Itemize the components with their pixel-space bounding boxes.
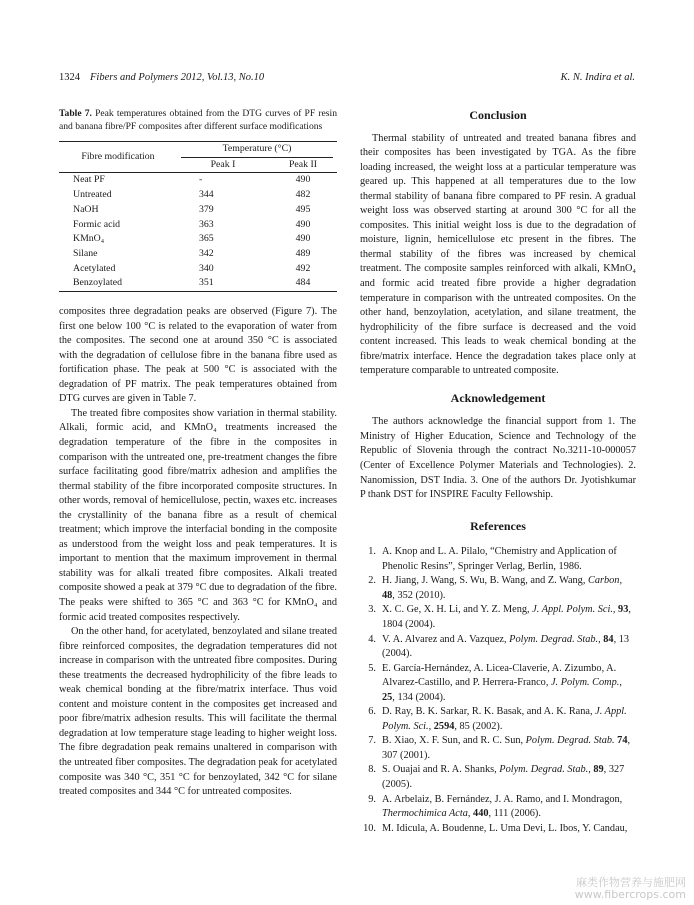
- reference-number: 10.: [363, 822, 376, 834]
- reference-journal: J. Appl. Polym. Sci.,: [382, 706, 627, 732]
- peak-temperature-table: [59, 141, 337, 292]
- reference-volume: 74: [617, 735, 628, 747]
- body-paragraph: On the other hand, for acetylated, benzoylated and silane treated fibre reinforced composites, the degradation temperatures did not increase in comparison with the untreated fibre composites. During these treatments the decreased hydrophilicity of the fibre leads to weak chemical bonding at the fibre/matrix interface. Thus void content and moisture content in the composites get increased and poor fibre/matrix adhesion results. This will facilitate the thermal degradation at low temperature stage leading to higher weight loss. The fibre degradation peak remains unaltered in comparison with the untreated fiber composites. The degradation peak for acetylated composite was 340 °C, 351 °C for benzoylated, 342 °C for silane treated composites and 344 °C for untreated composites.: [59, 626, 337, 798]
- cell-peak2: 495: [295, 203, 311, 215]
- header-authors: K. N. Indira et al.: [560, 72, 635, 83]
- cell-mod: Neat PF: [59, 173, 177, 188]
- cell-mod: KMnO₄: [73, 233, 105, 245]
- reference-item: 5. E. García-Hernández, A. Licea-Claverie, A. Zizumbo, A. Alvarez-Castillo, and P. Herrera-Franco, J. Polym. Comp., 25, 134 (2004).: [360, 662, 636, 706]
- cell-peak1: 365: [199, 233, 214, 245]
- header-left: [59, 72, 264, 83]
- reference-journal: Polym. Degrad. Stab.: [509, 633, 599, 645]
- cell-mod: Benzoylated: [59, 276, 177, 291]
- col-peak2: Peak II: [288, 158, 318, 170]
- reference-item: [360, 822, 636, 837]
- reference-volume: 48: [382, 589, 393, 601]
- reference-item: [360, 603, 636, 632]
- reference-item: [360, 705, 636, 734]
- reference-pages: , 307 (2001).: [382, 735, 631, 761]
- watermark-cn: 麻类作物营养与施肥网: [576, 876, 686, 889]
- running-header: [59, 72, 635, 88]
- cell-peak2: 490: [295, 233, 311, 245]
- reference-item: 9. A. Arbelaiz, B. Fernández, J. A. Ramo, and I. Mondragon, Thermochimica Acta, 440, 111 (2006).: [360, 793, 636, 822]
- table-row: [59, 262, 337, 277]
- col-peak1: Peak I: [210, 158, 236, 170]
- reference-volume: 25: [382, 691, 393, 703]
- table-label: Table 7.: [59, 108, 92, 119]
- reference-text: V. A. Alvarez and A. Vazquez,: [382, 633, 510, 645]
- reference-volume: 440: [473, 808, 489, 820]
- cell-peak1: 379: [199, 203, 214, 215]
- reference-text: H. Jiang, J. Wang, S. Wu, B. Wang, and Z. Wang,: [382, 575, 588, 587]
- right-column: [360, 100, 636, 836]
- col-temperature: [177, 142, 337, 158]
- table-row: [59, 218, 337, 233]
- page-number: 1324: [59, 72, 80, 83]
- table-row: [59, 276, 337, 291]
- reference-number: 3.: [368, 604, 376, 616]
- reference-text: A. Knop and L. A. Pilalo, “Chemistry and Application of Phenolic Resins”, Springer Verlag, Berlin, 1986.: [382, 546, 617, 572]
- table-caption: [59, 107, 337, 133]
- cell-peak2: 484: [269, 276, 337, 291]
- table-row: [59, 232, 337, 247]
- reference-item: 4. V. A. Alvarez and A. Vazquez, Polym. Degrad. Stab., 84, 13 (2004).: [360, 633, 636, 662]
- reference-item: [360, 763, 636, 792]
- reference-journal: J. Polym. Comp.: [550, 677, 620, 689]
- table-caption-text: Peak temperatures obtained from the DTG curves of PF resin and banana fibre/PF composites after different surface modifications: [59, 108, 337, 132]
- watermark: [575, 877, 686, 901]
- reference-text: M. Idicula, A. Boudenne, L. Uma Devi, L. Ibos, Y. Candau,: [382, 822, 628, 834]
- cell-peak2: 489: [295, 247, 311, 259]
- reference-text: X. C. Ge, X. H. Li, and Y. Z. Meng,: [382, 604, 533, 616]
- reference-text: B. Xiao, X. F. Sun, and R. C. Sun,: [382, 735, 526, 747]
- watermark-url: www.fibercrops.com: [574, 888, 686, 901]
- reference-item: [360, 574, 636, 603]
- reference-volume: 84: [603, 633, 614, 645]
- reference-number: 1.: [368, 546, 376, 558]
- reference-number: 2.: [368, 575, 376, 587]
- reference-pages: , 134 (2004).: [392, 691, 446, 703]
- reference-pages: , 1804 (2004).: [382, 604, 631, 630]
- reference-journal: Polym. Degrad. Stab.: [525, 735, 615, 747]
- body-paragraph: The treated fibre composites show variation in thermal stability. Alkali, formic acid, and KMnO₄ treatments increased the degradation temperature of the fibre in the composites in comparison with the untreated one, pre-treatment changes the fibre surface facilitating good fibre/matrix adhesion and amplifies the thermal stability of the fibre incorporated composite structures. In other words, removal of hemicellulose, pectin, waxes etc. increases the crystallinity of the banana fibre as a result of chemical treatment; which improve the interfacial bonding in the composite as understood from the weight loss and peak temperatures. It is important to mention that the maximum improvement in thermal stability was for alkali treated fibre composites. Alkali treated composite showed a peak at 379 °C due to degradation of the fibre. The peaks were shifted to 365 °C and 363 °C for KMnO₄ and formic acid treated composites respectively.: [59, 407, 337, 623]
- cell-mod: Acetylated: [73, 262, 116, 274]
- left-column: [59, 100, 337, 800]
- reference-item: [360, 545, 636, 574]
- body-paragraph: composites three degradation peaks are observed (Figure 7). The first one below 100 °C is related to the evaporation of water from the composites. The second one at around 350 °C is associated with the degradation of cellulose fibre in the banana fibre used as fortification phase. The peak at 500 °C is associated with the degradation of PF matrix. The peak temperatures obtained from DTG curves are given in Table 7.: [59, 306, 337, 405]
- reference-item: [360, 734, 636, 763]
- reference-journal: Thermochimica Acta: [382, 808, 468, 820]
- reference-volume: 2594: [433, 720, 455, 732]
- cell-peak2: 482: [295, 189, 311, 201]
- reference-number: 7.: [368, 735, 376, 747]
- cell-peak1: 342: [199, 247, 214, 259]
- conclusion-paragraph: Thermal stability of untreated and treated banana fibres and their composites has been investigated by TGA. As the fibre loading increased, the weight loss at a particular temperature was geared up. This happened at all temperatures due to the low thermal stability of banana fibre compared to PF resin. A gradual weight loss was observed starting at around 300 °C for all the composites. This initial weight loss is due to the degradation of moisture, lignin, hemicellulose etc present in the fibres. The thermal stability of the fibres was increased by chemical treatment. The composite samples reinforced with alkali, KMnO₄ and formic acid treated fibre provide a higher degradation temperature in comparison with the untreated composites. On the other hand, benzoylation, acetylation, and silane treatment, the hydrophilicity of the fibre surface is decreased and the void content increased. This leads to weak chemical bonding at the fibre/matrix interface. Hence the degradation takes place only at temperature comparable to untreated composite.: [360, 132, 636, 377]
- cell-peak1: 344: [199, 189, 214, 201]
- cell-peak1: 351: [177, 276, 269, 291]
- reference-list: [360, 545, 636, 836]
- references-heading: References: [470, 518, 526, 533]
- reference-number: 6.: [368, 706, 376, 718]
- reference-pages: , 85 (2002).: [454, 720, 503, 732]
- reference-volume: 93: [618, 604, 629, 616]
- table-row: [59, 247, 337, 262]
- acknowledgement-heading: Acknowledgement: [450, 390, 546, 405]
- reference-journal: Polym. Degrad. Stab.,: [499, 764, 591, 776]
- reference-text: A. Arbelaiz, B. Fernández, J. A. Ramo, and I. Mondragon,: [382, 793, 623, 805]
- cell-peak2: 490: [295, 218, 311, 230]
- col-fibre-modification: Fibre modification: [59, 142, 177, 173]
- cell-peak1: -: [177, 173, 269, 188]
- cell-mod: Untreated: [73, 189, 112, 201]
- cell-mod: Formic acid: [73, 218, 121, 230]
- reference-text: D. Ray, B. K. Sarkar, R. K. Basak, and A. K. Rana,: [382, 706, 596, 718]
- table-row: [59, 173, 337, 188]
- cell-peak1: 340: [199, 262, 214, 274]
- cell-mod: NaOH: [73, 203, 99, 215]
- cell-mod: Silane: [73, 247, 98, 259]
- reference-pages: , 13 (2004).: [382, 633, 630, 660]
- reference-number: 5.: [368, 662, 376, 674]
- reference-journal: Carbon,: [587, 575, 623, 587]
- table-row: [59, 188, 337, 203]
- reference-number: 8.: [368, 764, 376, 776]
- cell-peak2: 490: [269, 173, 337, 188]
- reference-number: 4.: [368, 633, 376, 645]
- cell-peak1: 363: [199, 218, 214, 230]
- cell-peak2: 492: [295, 262, 311, 274]
- reference-pages: , 352 (2010).: [392, 589, 446, 601]
- reference-pages: , 327 (2005).: [382, 764, 625, 790]
- reference-number: 9.: [368, 793, 376, 805]
- journal-citation: Fibers and Polymers 2012, Vol.13, No.10: [90, 72, 265, 83]
- reference-journal: J. Appl. Polym. Sci.,: [532, 604, 616, 616]
- reference-volume: 89: [593, 764, 604, 776]
- reference-text: E. García-Hernández, A. Licea-Claverie, A. Zizumbo, A. Alvarez-Castillo, and P. Herrera-Franco,: [382, 662, 617, 689]
- conclusion-heading: Conclusion: [469, 108, 527, 122]
- table-row: [59, 203, 337, 218]
- acknowledgement-paragraph: The authors acknowledge the financial support from 1. The Ministry of Higher Education, Science and Technology of the Republic of Slovenia through the contract No.3211-10-000057 (Center of Excellence Polymer Materials and Technologies). 2. Nanomission, DST India. 3. One of the authors Dr. Jyotishkumar P thank DST for INSPIRE Faculty Fellowship.: [360, 416, 636, 501]
- reference-pages: , 111 (2006).: [488, 808, 541, 820]
- reference-text: S. Ouajai and R. A. Shanks,: [382, 764, 500, 776]
- col-temperature-label: Temperature (°C): [181, 142, 333, 158]
